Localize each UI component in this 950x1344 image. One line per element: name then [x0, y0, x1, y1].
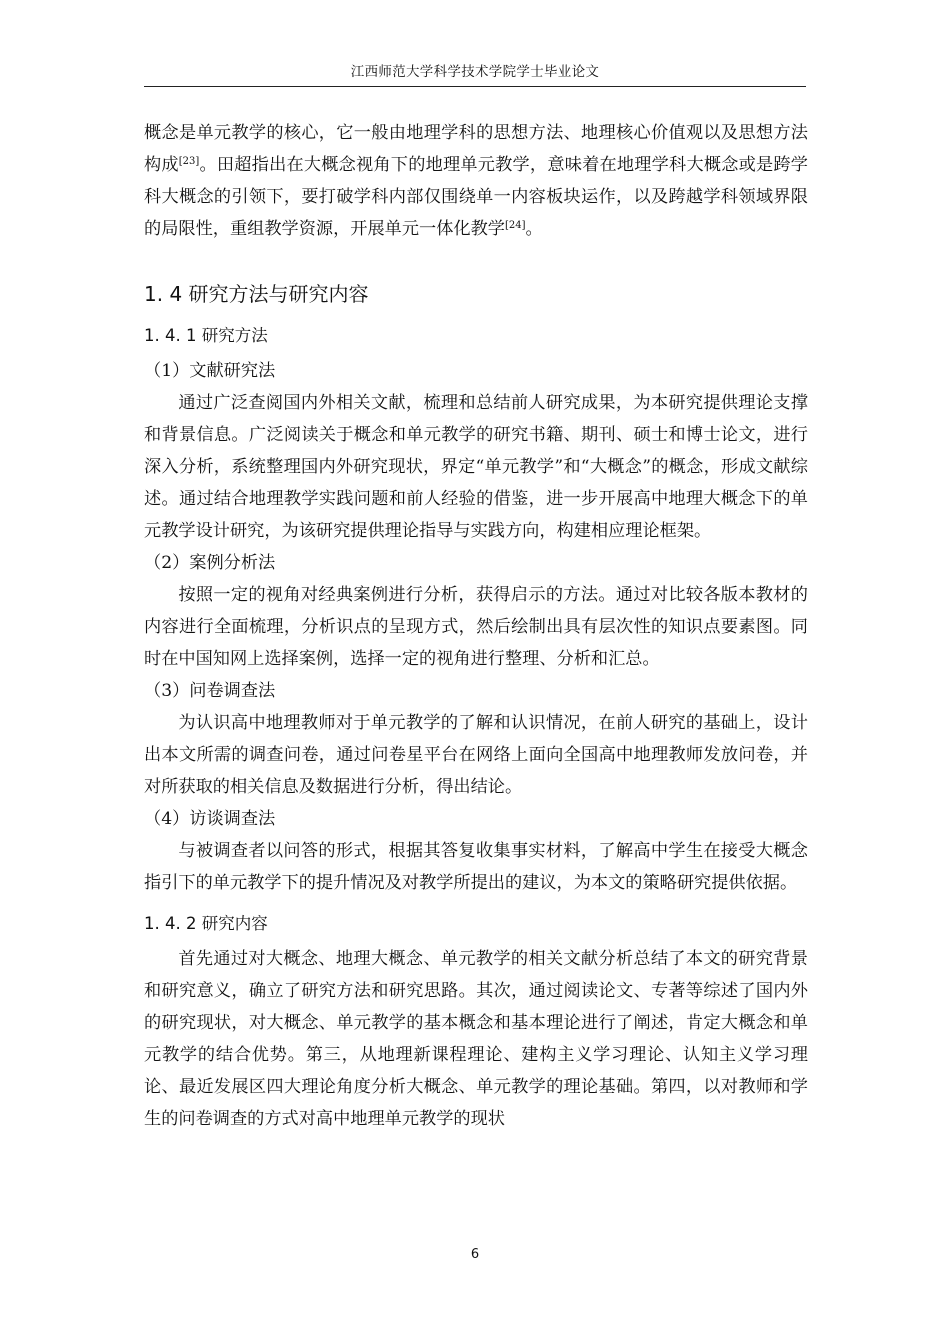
subsection-heading-1-4-1: 1. 4. 1 研究方法	[144, 326, 268, 345]
method-4-label: （4）访谈调查法	[144, 809, 276, 829]
intro-paragraph	[144, 117, 808, 245]
intro-text-part2: 。田超指出在大概念视角下的地理单元教学，意味着在地理学科大概念或是跨学科大概念的引领下，要打破学科内部仅围绕单一内容板块运作，以及跨越学科领域界限的局限性，重组教学资源，开展单元一体化教学	[144, 155, 808, 239]
header-divider	[144, 86, 806, 87]
subsection-heading-1-4-2: 1. 4. 2 研究内容	[144, 914, 268, 933]
research-content-text: 首先通过对大概念、地理大概念、单元教学的相关文献分析总结了本文的研究背景和研究意义，确立了研究方法和研究思路。其次，通过阅读论文、专著等综述了国内外的研究现状，对大概念、单元教学的基本概念和基本理论进行了阐述，肯定大概念和单元教学的结合优势。第三，从地理新课程理论、建构主义学习理论、认知主义学习理论、最近发展区四大理论角度分析大概念、单元教学的理论基础。第四，以对教师和学生的问卷调查的方式对高中地理单元教学的现状	[144, 949, 808, 1129]
method-2-text: 按照一定的视角对经典案例进行分析，获得启示的方法。通过对比较各版本教材的内容进行全面梳理，分析识点的呈现方式，然后绘制出具有层次性的知识点要素图。同时在中国知网上选择案例，选择一定的视角进行整理、分析和汇总。	[144, 585, 808, 669]
intro-text-part3: 。	[525, 219, 543, 239]
method-4-text: 与被调查者以问答的形式，根据其答复收集事实材料，了解高中学生在接受大概念指引下的单元教学下的提升情况及对教学所提出的建议，为本文的策略研究提供依据。	[144, 841, 808, 893]
page-body	[144, 117, 808, 1135]
method-2-label: （2）案例分析法	[144, 553, 276, 573]
page-number: 6	[470, 1247, 480, 1262]
citation-23[interactable]: [23]	[178, 156, 200, 167]
citation-24[interactable]: [24]	[504, 220, 526, 231]
method-1-label: （1）文献研究法	[144, 361, 276, 381]
section-heading-1-4: 1. 4 研究方法与研究内容	[144, 282, 369, 306]
intro-text-part1: 概念是单元教学的核心，它一般由地理学科的思想方法、地理核心价值观以及思想方法构成	[144, 123, 808, 175]
method-1-text: 通过广泛查阅国内外相关文献，梳理和总结前人研究成果，为本研究提供理论支撑和背景信息。广泛阅读关于概念和单元教学的研究书籍、期刊、硕士和博士论文，进行深入分析，系统整理国内外研究现状，界定“单元教学”和“大概念”的概念，形成文献综述。通过结合地理教学实践问题和前人经验的借鉴，进一步开展高中地理大概念下的单元教学设计研究，为该研究提供理论指导与实践方向，构建相应理论框架。	[144, 393, 808, 541]
method-3-text: 为认识高中地理教师对于单元教学的了解和认识情况，在前人研究的基础上，设计出本文所需的调查问卷，通过问卷星平台在网络上面向全国高中地理教师发放问卷，并对所获取的相关信息及数据进行分析，得出结论。	[144, 713, 808, 797]
method-3-label: （3）问卷调查法	[144, 681, 276, 701]
running-header: 江西师范大学科学技术学院学士毕业论文	[350, 64, 600, 80]
